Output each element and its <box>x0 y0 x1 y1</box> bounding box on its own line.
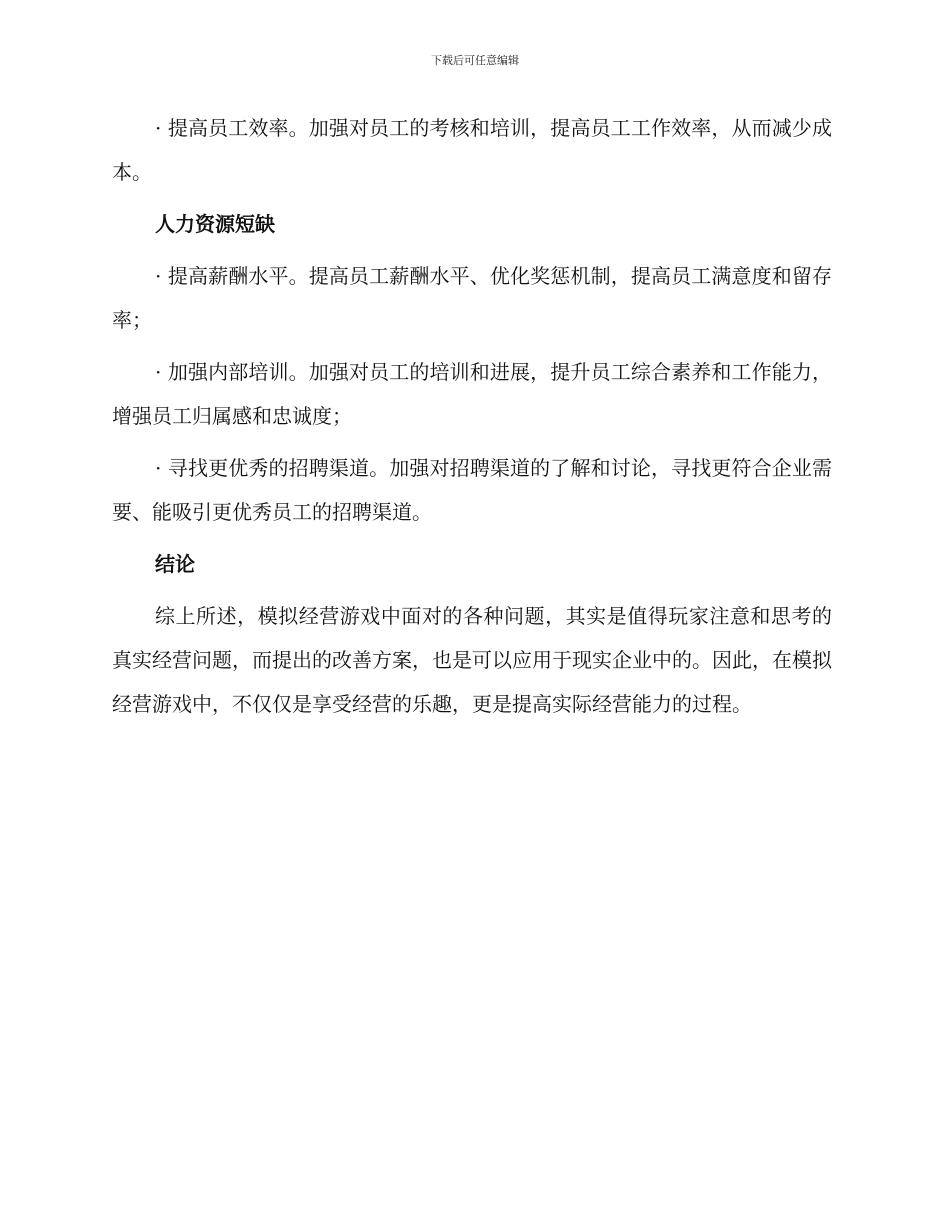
spacer <box>112 438 832 446</box>
bullet-paragraph-salary: · 提高薪酬水平。提高员工薪酬水平、优化奖惩机制，提高员工满意度和留存率； <box>112 264 832 332</box>
spacer <box>112 194 832 202</box>
bullet-paragraph-recruiting: · 寻找更优秀的招聘渠道。加强对招聘渠道的了解和讨论，寻找更符合企业需要、能吸引更优秀员工的招聘渠道。 <box>112 456 832 524</box>
spacer <box>112 534 832 542</box>
document-body <box>112 106 832 726</box>
section-heading-conclusion: 结论 <box>155 552 195 576</box>
bullet-paragraph-efficiency: · 提高员工效率。加强对员工的考核和培训，提高员工工作效率，从而减少成本。 <box>112 116 832 184</box>
bullet-paragraph-training: · 加强内部培训。加强对员工的培训和进展，提升员工综合素养和工作能力，增强员工归属感和忠诚度； <box>112 360 832 428</box>
spacer <box>112 342 832 350</box>
header-note: 下载后可任意编辑 <box>431 54 519 67</box>
spacer <box>112 246 832 254</box>
conclusion-paragraph: 综上所述，模拟经营游戏中面对的各种问题，其实是值得玩家注意和思考的真实经营问题，而提出的改善方案，也是可以应用于现实企业中的。因此，在模拟经营游戏中，不仅仅是享受经营的乐趣，更是提高实际经营能力的过程。 <box>112 604 832 716</box>
section-heading-hr-shortage: 人力资源短缺 <box>155 212 275 236</box>
spacer <box>112 586 832 594</box>
